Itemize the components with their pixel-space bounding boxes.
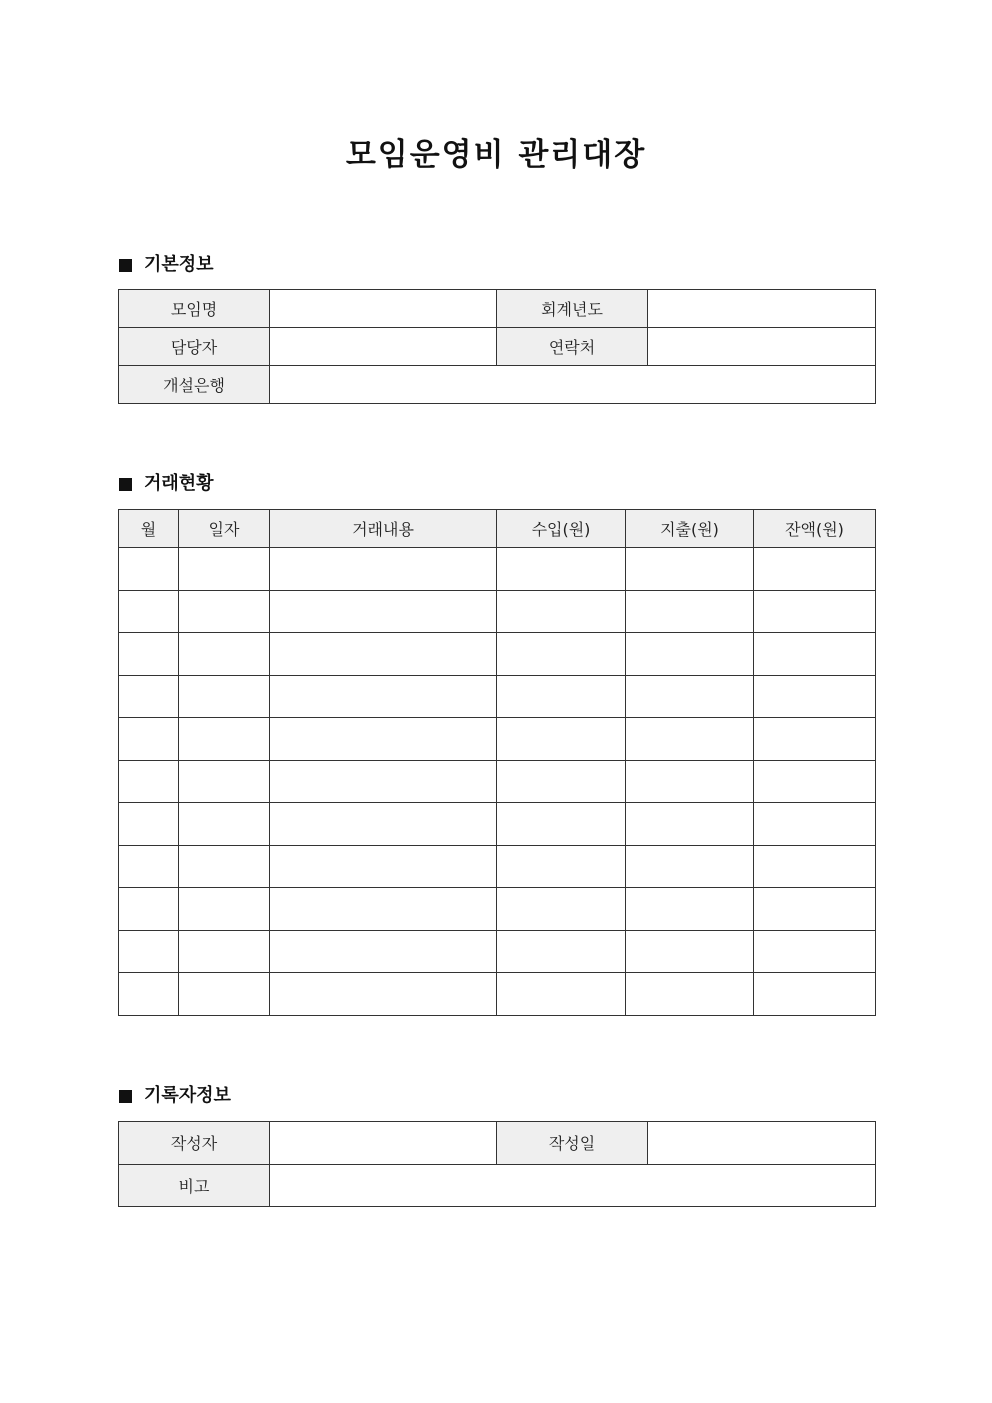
square-bullet-icon [119,1090,132,1103]
description-cell[interactable] [270,633,497,676]
income-cell[interactable] [497,845,626,888]
table-row [119,366,876,404]
income-cell[interactable] [497,548,626,591]
date-cell[interactable] [179,718,270,761]
expense-cell[interactable] [626,633,754,676]
manager-label: 담당자 [119,328,270,366]
table-row [119,888,876,931]
recorder-info-table [118,1121,876,1207]
balance-cell[interactable] [754,718,876,761]
income-cell[interactable] [497,803,626,846]
square-bullet-icon [119,478,132,491]
balance-cell[interactable] [754,633,876,676]
month-cell[interactable] [119,633,179,676]
table-row [119,1122,876,1165]
column-header-expense: 지출(원) [626,510,754,548]
balance-cell[interactable] [754,675,876,718]
table-row [119,633,876,676]
description-cell[interactable] [270,845,497,888]
balance-cell[interactable] [754,803,876,846]
document-title: 모임운영비 관리대장 [345,137,647,173]
month-cell[interactable] [119,973,179,1016]
income-cell[interactable] [497,930,626,973]
date-cell[interactable] [179,633,270,676]
income-cell[interactable] [497,675,626,718]
income-cell[interactable] [497,590,626,633]
section-heading-transactions [119,471,214,497]
table-row [119,760,876,803]
bank-label: 개설은행 [119,366,270,404]
month-cell[interactable] [119,803,179,846]
table-row [119,803,876,846]
income-cell[interactable] [497,888,626,931]
description-cell[interactable] [270,803,497,846]
balance-cell[interactable] [754,973,876,1016]
transactions-table [118,509,876,1016]
expense-cell[interactable] [626,760,754,803]
section-heading-label: 기본정보 [144,254,214,275]
fiscal-year-label: 회계년도 [497,290,648,328]
remarks-field[interactable] [270,1164,876,1207]
remarks-label: 비고 [119,1164,270,1207]
square-bullet-icon [119,259,132,272]
month-cell[interactable] [119,888,179,931]
fiscal-year-field[interactable] [648,290,876,328]
meeting-name-label: 모임명 [119,290,270,328]
expense-cell[interactable] [626,590,754,633]
column-header-description: 거래내용 [270,510,497,548]
description-cell[interactable] [270,548,497,591]
income-cell[interactable] [497,718,626,761]
expense-cell[interactable] [626,718,754,761]
section-heading-label: 거래현황 [144,473,214,494]
month-cell[interactable] [119,845,179,888]
expense-cell[interactable] [626,888,754,931]
table-row [119,1164,876,1207]
description-cell[interactable] [270,930,497,973]
section-heading-recorder-info [119,1083,231,1109]
table-row [119,845,876,888]
table-row [119,973,876,1016]
date-label: 작성일 [497,1122,648,1165]
table-row [119,290,876,328]
balance-cell[interactable] [754,930,876,973]
table-row [119,930,876,973]
date-cell[interactable] [179,803,270,846]
income-cell[interactable] [497,760,626,803]
month-cell[interactable] [119,930,179,973]
date-field[interactable] [648,1122,876,1165]
description-cell[interactable] [270,718,497,761]
table-header-row [119,510,876,548]
description-cell[interactable] [270,888,497,931]
balance-cell[interactable] [754,845,876,888]
description-cell[interactable] [270,675,497,718]
manager-field[interactable] [270,328,497,366]
month-cell[interactable] [119,590,179,633]
author-field[interactable] [270,1122,497,1165]
column-header-date: 일자 [179,510,270,548]
balance-cell[interactable] [754,548,876,591]
date-cell[interactable] [179,845,270,888]
basic-info-table [118,289,876,404]
table-row [119,718,876,761]
income-cell[interactable] [497,973,626,1016]
author-label: 작성자 [119,1122,270,1165]
date-cell[interactable] [179,930,270,973]
date-cell[interactable] [179,548,270,591]
balance-cell[interactable] [754,760,876,803]
table-row [119,590,876,633]
table-row [119,328,876,366]
table-row [119,548,876,591]
description-cell[interactable] [270,590,497,633]
date-cell[interactable] [179,590,270,633]
date-cell[interactable] [179,973,270,1016]
expense-cell[interactable] [626,973,754,1016]
date-cell[interactable] [179,675,270,718]
column-header-balance: 잔액(원) [754,510,876,548]
contact-field[interactable] [648,328,876,366]
expense-cell[interactable] [626,845,754,888]
expense-cell[interactable] [626,803,754,846]
income-cell[interactable] [497,633,626,676]
expense-cell[interactable] [626,548,754,591]
transactions-body [119,548,876,1016]
date-cell[interactable] [179,888,270,931]
month-cell[interactable] [119,548,179,591]
contact-label: 연락처 [497,328,648,366]
section-heading-basic-info [119,252,214,278]
section-heading-label: 기록자정보 [144,1085,231,1106]
meeting-name-field[interactable] [270,290,497,328]
table-row [119,675,876,718]
description-cell[interactable] [270,973,497,1016]
balance-cell[interactable] [754,888,876,931]
expense-cell[interactable] [626,930,754,973]
column-header-month: 월 [119,510,179,548]
month-cell[interactable] [119,760,179,803]
balance-cell[interactable] [754,590,876,633]
date-cell[interactable] [179,760,270,803]
month-cell[interactable] [119,675,179,718]
column-header-income: 수입(원) [497,510,626,548]
bank-field[interactable] [270,366,876,404]
description-cell[interactable] [270,760,497,803]
expense-cell[interactable] [626,675,754,718]
month-cell[interactable] [119,718,179,761]
